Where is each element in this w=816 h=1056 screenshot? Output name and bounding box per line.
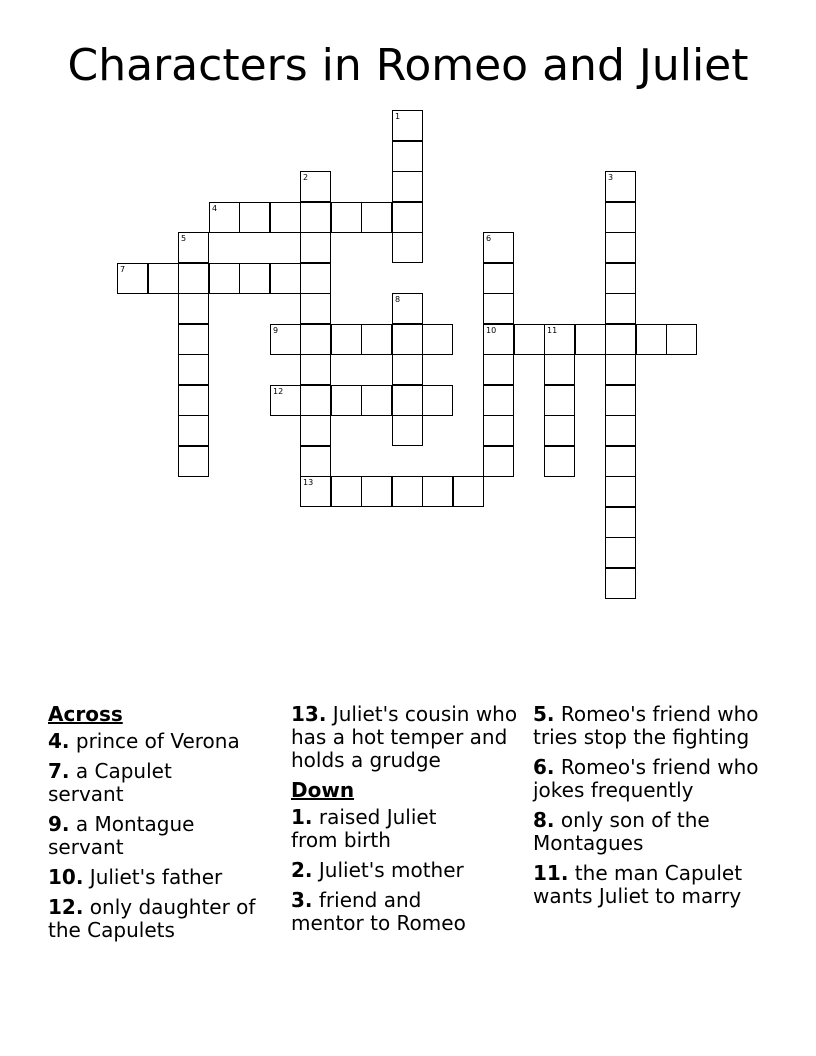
grid-cell[interactable]	[422, 385, 453, 416]
across-clue-10: 10. Juliet's father	[48, 865, 223, 889]
grid-cell[interactable]	[270, 202, 301, 233]
down-header: Down	[291, 778, 355, 802]
grid-cell[interactable]	[178, 354, 209, 385]
grid-cell[interactable]	[544, 415, 575, 446]
grid-cell[interactable]	[483, 385, 514, 416]
grid-cell-4[interactable]	[209, 202, 240, 233]
grid-cell[interactable]	[300, 263, 331, 294]
grid-cell[interactable]	[422, 476, 453, 507]
grid-cell[interactable]	[605, 415, 636, 446]
grid-cell[interactable]	[483, 446, 514, 477]
grid-cell[interactable]	[178, 293, 209, 324]
across-clue-13: 13. Juliet's cousin who has a hot temper and holds a grudge	[291, 702, 518, 772]
clue-number: 5	[181, 234, 187, 243]
grid-cell[interactable]	[575, 324, 606, 355]
grid-cell[interactable]	[392, 232, 423, 263]
grid-cell[interactable]	[300, 202, 331, 233]
grid-cell[interactable]	[178, 446, 209, 477]
down-clue-3: 3. friend and mentor to Romeo	[291, 888, 466, 935]
grid-cell[interactable]	[392, 476, 423, 507]
clue-number: 8	[395, 295, 401, 304]
grid-cell[interactable]	[300, 293, 331, 324]
grid-cell[interactable]	[331, 324, 362, 355]
grid-cell[interactable]	[392, 324, 423, 355]
grid-cell[interactable]	[300, 324, 331, 355]
grid-cell[interactable]	[392, 354, 423, 385]
grid-cell[interactable]	[392, 415, 423, 446]
puzzle-title: Characters in Romeo and Juliet	[67, 40, 749, 91]
clue-number: 11	[547, 326, 558, 335]
grid-cell[interactable]	[392, 385, 423, 416]
clue-number: 4	[212, 204, 218, 213]
grid-cell[interactable]	[666, 324, 697, 355]
grid-cell[interactable]	[605, 476, 636, 507]
grid-cell[interactable]	[361, 202, 392, 233]
clue-column-3	[533, 703, 769, 915]
grid-cell[interactable]	[209, 263, 240, 294]
clue-number: 12	[273, 387, 284, 396]
grid-cell[interactable]	[514, 324, 545, 355]
grid-cell-12[interactable]	[270, 385, 301, 416]
grid-cell-5[interactable]	[178, 232, 209, 263]
clue-number: 3	[608, 173, 614, 182]
grid-cell[interactable]	[331, 476, 362, 507]
grid-cell[interactable]	[361, 385, 392, 416]
grid-cell-10[interactable]	[483, 324, 514, 355]
grid-cell[interactable]	[178, 415, 209, 446]
grid-cell[interactable]	[605, 232, 636, 263]
grid-cell-9[interactable]	[270, 324, 301, 355]
grid-cell[interactable]	[300, 446, 331, 477]
grid-cell[interactable]	[483, 354, 514, 385]
clue-number: 1	[395, 112, 401, 121]
grid-cell[interactable]	[300, 415, 331, 446]
clue-number: 9	[273, 326, 279, 335]
grid-cell-8[interactable]	[392, 293, 423, 324]
grid-cell[interactable]	[148, 263, 179, 294]
grid-cell-13[interactable]	[300, 476, 331, 507]
grid-cell[interactable]	[605, 354, 636, 385]
grid-cell[interactable]	[300, 385, 331, 416]
grid-cell[interactable]	[392, 141, 423, 172]
grid-cell[interactable]	[178, 263, 209, 294]
grid-cell-1[interactable]	[392, 110, 423, 141]
grid-cell-2[interactable]	[300, 171, 331, 202]
across-clue-7: 7. a Capulet servant	[48, 759, 172, 806]
clue-number: 2	[303, 173, 309, 182]
clue-number: 7	[120, 265, 126, 274]
clue-column-2	[291, 703, 527, 942]
grid-cell[interactable]	[239, 263, 270, 294]
across-clue-12: 12. only daughter of the Capulets	[48, 895, 256, 942]
grid-cell-6[interactable]	[483, 232, 514, 263]
grid-cell[interactable]	[605, 202, 636, 233]
grid-cell[interactable]	[605, 537, 636, 568]
grid-cell[interactable]	[361, 324, 392, 355]
clue-number: 13	[303, 478, 314, 487]
grid-cell[interactable]	[300, 354, 331, 385]
down-clue-6: 6. Romeo's friend who jokes frequently	[533, 755, 759, 802]
grid-cell[interactable]	[331, 202, 362, 233]
grid-cell[interactable]	[544, 354, 575, 385]
across-clue-4: 4. prince of Verona	[48, 729, 240, 753]
clue-number: 10	[486, 326, 497, 335]
down-clue-1: 1. raised Juliet from birth	[291, 805, 437, 852]
grid-cell[interactable]	[239, 202, 270, 233]
grid-cell[interactable]	[605, 385, 636, 416]
grid-cell[interactable]	[392, 202, 423, 233]
grid-cell[interactable]	[483, 263, 514, 294]
grid-cell[interactable]	[605, 446, 636, 477]
grid-cell[interactable]	[178, 324, 209, 355]
grid-cell[interactable]	[605, 324, 636, 355]
across-header: Across	[48, 702, 123, 726]
down-clue-2: 2. Juliet's mother	[291, 858, 464, 882]
grid-cell[interactable]	[300, 232, 331, 263]
down-clue-8: 8. only son of the Montagues	[533, 808, 710, 855]
clue-number: 6	[486, 234, 492, 243]
grid-cell[interactable]	[453, 476, 484, 507]
grid-cell[interactable]	[361, 476, 392, 507]
grid-cell[interactable]	[392, 171, 423, 202]
grid-cell[interactable]	[483, 415, 514, 446]
grid-cell[interactable]	[605, 568, 636, 599]
grid-cell[interactable]	[605, 263, 636, 294]
grid-cell[interactable]	[636, 324, 667, 355]
grid-cell[interactable]	[544, 385, 575, 416]
grid-cell-3[interactable]	[605, 171, 636, 202]
grid-cell[interactable]	[422, 324, 453, 355]
grid-cell[interactable]	[483, 293, 514, 324]
across-clue-9: 9. a Montague servant	[48, 812, 195, 859]
down-clue-11: 11. the man Capulet wants Juliet to marry	[533, 861, 743, 908]
grid-cell[interactable]	[178, 385, 209, 416]
grid-cell[interactable]	[605, 507, 636, 538]
grid-cell-11[interactable]	[544, 324, 575, 355]
grid-cell[interactable]	[605, 293, 636, 324]
grid-cell[interactable]	[331, 385, 362, 416]
grid-cell[interactable]	[270, 263, 301, 294]
grid-cell-7[interactable]	[117, 263, 148, 294]
clue-column-1	[48, 703, 278, 949]
grid-cell[interactable]	[544, 446, 575, 477]
down-clue-5: 5. Romeo's friend who tries stop the fighting	[533, 702, 759, 749]
